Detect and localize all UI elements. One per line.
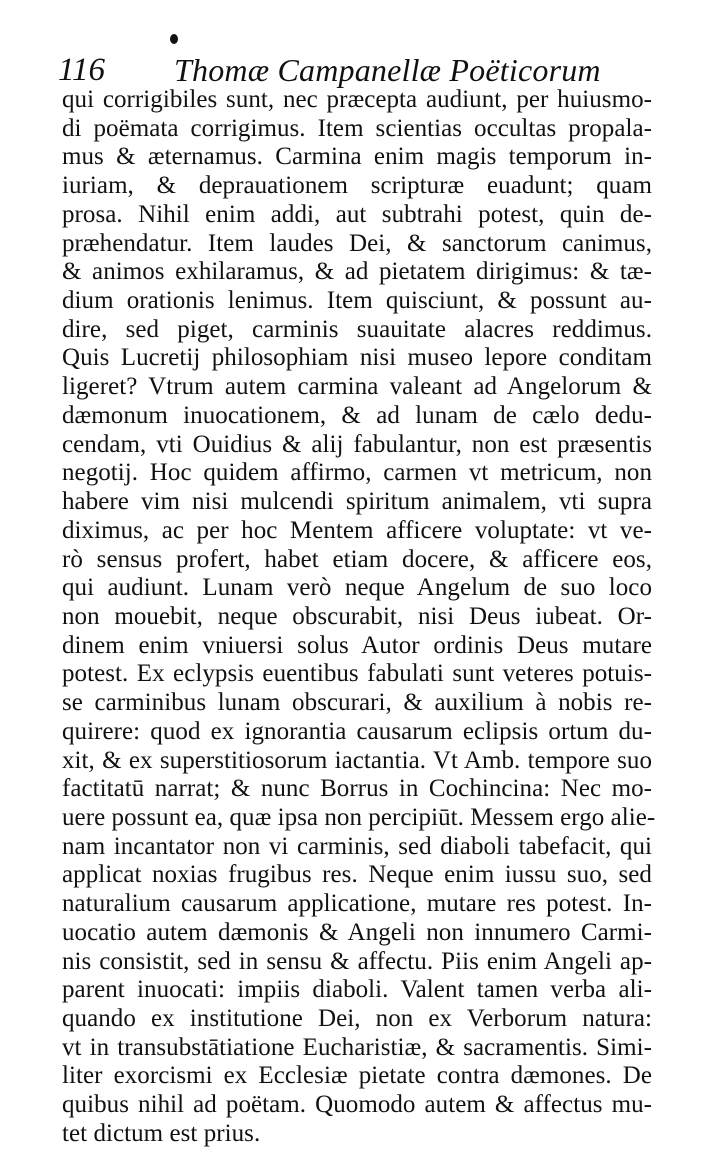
text-line: dæmonum inuocationem, & ad lunam de cælo dedu- bbox=[62, 401, 652, 429]
text-line: diximus, ac per hoc Mentem afficere voluptate: vt ve- bbox=[62, 516, 652, 544]
text-line: habere vim nisi mulcendi spiritum animalem, vti supra bbox=[62, 488, 652, 516]
text-line: uocatio autem dæmonis & Angeli non innumero Carmi- bbox=[62, 918, 652, 946]
body-text bbox=[62, 86, 656, 1149]
text-line: non mouebit, neque obscurabit, nisi Deus iubeat. Or- bbox=[62, 602, 652, 630]
text-line: uere possunt ea, quæ ipsa non percipiūt. Messem ergo alie- bbox=[62, 803, 656, 831]
text-line: nam incantator non vi carminis, sed diaboli tabefacit, qui bbox=[62, 832, 652, 860]
text-line: di poëmata corrigimus. Item scientias occultas propala- bbox=[62, 114, 652, 142]
text-line: applicat noxias frugibus res. Neque enim iussu suo, sed bbox=[62, 861, 652, 889]
text-line: parent inuocati: impiis diaboli. Valent tamen verba ali- bbox=[62, 976, 652, 1004]
text-line: quirere: quod ex ignorantia causarum eclipsis ortum du- bbox=[62, 717, 652, 745]
text-line: quando ex institutione Dei, non ex Verborum natura: bbox=[62, 1005, 652, 1032]
text-line: Quis Lucretij philosophiam nisi museo lepore conditam bbox=[62, 344, 652, 372]
text-line: se carminibus lunam obscurari, & auxilium à nobis re- bbox=[62, 689, 652, 717]
text-line: quibus nihil ad poëtam. Quomodo autem & affectus mu- bbox=[62, 1091, 652, 1119]
text-line: rò sensus profert, habet etiam docere, & afficere eos, bbox=[62, 545, 652, 573]
text-line: cendam, vti Ouidius & alij fabulantur, non est præsentis bbox=[62, 430, 652, 458]
text-line: qui corrigibiles sunt, nec præcepta audiunt, per huiusmo- bbox=[62, 86, 652, 113]
text-line: iuriam, & deprauationem scripturæ euadunt; quam bbox=[62, 172, 652, 200]
text-line: factitatū narrat; & nunc Borrus in Cochincina: Nec mo- bbox=[62, 775, 652, 803]
text-line: liter exorcismi ex Ecclesiæ pietate contra dæmones. De bbox=[62, 1062, 652, 1090]
text-line: præhendatur. Item laudes Dei, & sanctorum canimus, bbox=[62, 229, 652, 257]
text-line: dium orationis lenimus. Item quisciunt, & possunt au- bbox=[62, 287, 652, 315]
text-line: dire, sed piget, carminis suauitate alacres reddimus. bbox=[62, 315, 652, 343]
text-line: tet dictum est prius. bbox=[62, 1119, 261, 1147]
text-line: mus & æternamus. Carmina enim magis temporum in- bbox=[62, 143, 652, 171]
text-line: ligeret? Vtrum autem carmina valeant ad Angelorum & bbox=[62, 373, 652, 401]
text-line: xit, & ex superstitiosorum iactantia. Vt Amb. tempore suo bbox=[62, 746, 652, 774]
text-line: qui audiunt. Lunam verò neque Angelum de suo loco bbox=[62, 574, 652, 602]
text-line: nis consistit, sed in sensu & affectu. Piis enim Angeli ap- bbox=[62, 947, 652, 975]
running-title: Thomæ Campanellæ Poëticorum bbox=[174, 52, 601, 88]
text-line: naturalium causarum applicatione, mutare res potest. In- bbox=[62, 890, 652, 918]
ink-dot bbox=[170, 34, 178, 44]
text-line: negotij. Hoc quidem affirmo, carmen vt metricum, non bbox=[62, 459, 652, 487]
text-line: prosa. Nihil enim addi, aut subtrahi potest, quin de- bbox=[62, 200, 652, 228]
text-line: dinem enim vniuersi solus Autor ordinis Deus mutare bbox=[62, 631, 652, 659]
page-number: 116 bbox=[58, 52, 106, 88]
text-line: potest. Ex eclypsis euentibus fabulati sunt veteres potuis- bbox=[62, 660, 652, 688]
text-line: vt in transubstātiatione Eucharistiæ, & sacramentis. Simi- bbox=[62, 1033, 652, 1061]
text-line: & animos exhilaramus, & ad pietatem dirigimus: & tæ- bbox=[62, 258, 652, 286]
